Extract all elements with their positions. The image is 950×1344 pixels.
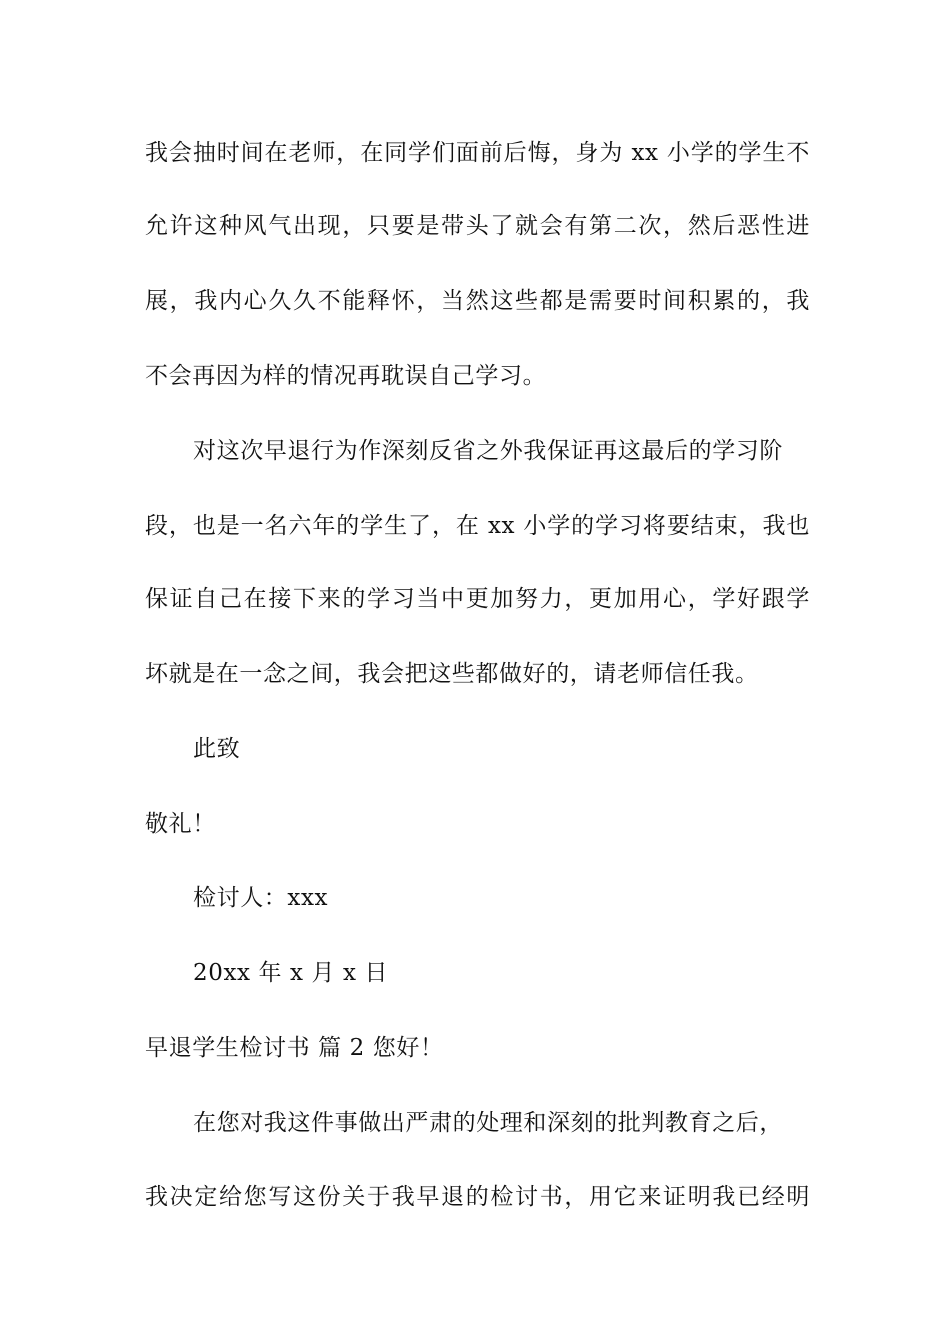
paragraph2-line2: 段，也是一名六年的学生了，在 xx 小学的学习将要结束，我也	[145, 513, 810, 539]
section-heading: 早退学生检讨书 篇 2 您好！	[145, 1035, 444, 1061]
salute-line: 敬礼！	[145, 811, 216, 837]
closing-line: 此致	[193, 736, 241, 762]
paragraph2-line3: 保证自己在接下来的学习当中更加努力，更加用心，学好跟学	[145, 586, 810, 612]
signer-line: 检讨人：xxx	[193, 885, 329, 911]
paragraph2-line1: 对这次早退行为作深刻反省之外我保证再这最后的学习阶	[193, 438, 783, 464]
date-line: 20xx 年 x 月 x 日	[193, 960, 389, 986]
paragraph3-line2: 我决定给您写这份关于我早退的检讨书，用它来证明我已经明	[145, 1184, 810, 1210]
paragraph1-line3: 展，我内心久久不能释怀，当然这些都是需要时间积累的，我	[145, 288, 810, 314]
paragraph1-line1: 我会抽时间在老师，在同学们面前后悔，身为 xx 小学的学生不	[145, 140, 810, 166]
paragraph2-line4: 坏就是在一念之间，我会把这些都做好的，请老师信任我。	[145, 661, 759, 687]
paragraph1-line4: 不会再因为样的情况再耽误自己学习。	[145, 363, 547, 389]
paragraph1-line2: 允许这种风气出现，只要是带头了就会有第二次，然后恶性进	[145, 213, 810, 239]
paragraph3-line1: 在您对我这件事做出严肃的处理和深刻的批判教育之后，	[193, 1110, 783, 1136]
